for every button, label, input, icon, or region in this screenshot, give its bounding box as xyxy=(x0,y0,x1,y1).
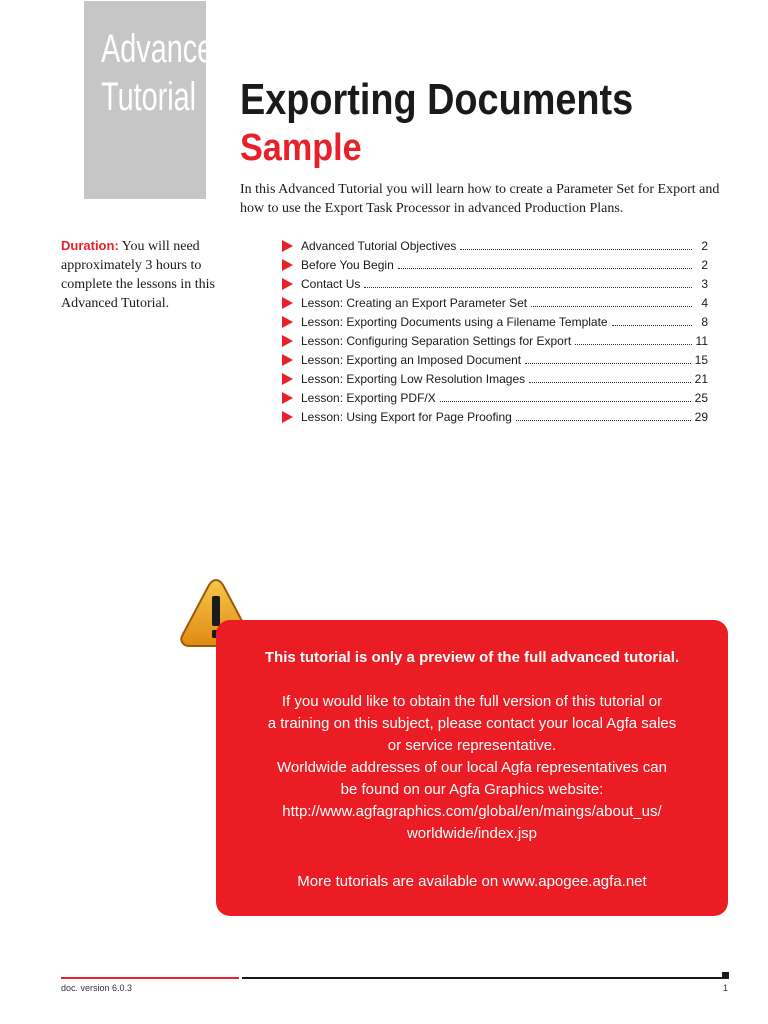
toc-item-page: 4 xyxy=(701,295,708,310)
page-subtitle: Sample xyxy=(240,127,362,169)
notice-link[interactable]: worldwide/index.jsp xyxy=(406,825,538,842)
notice-line: be found on our Agfa Graphics website: xyxy=(340,781,604,798)
duration-note xyxy=(61,236,231,313)
toc-item-page: 15 xyxy=(694,352,708,367)
notice-line: Worldwide addresses of our local Agfa representatives can xyxy=(277,759,667,776)
tutorial-banner xyxy=(84,1,230,199)
toc-item-label: Lesson: Using Export for Page Proofing xyxy=(301,409,512,424)
toc-item-label: Lesson: Exporting PDF/X xyxy=(301,390,436,405)
banner-line-2: Tutorial xyxy=(101,75,197,119)
toc-item[interactable] xyxy=(282,293,708,312)
toc-item[interactable] xyxy=(282,312,708,331)
notice-line: a training on this subject, please contact your local Agfa sales xyxy=(267,715,677,732)
toc-item[interactable] xyxy=(282,331,708,350)
toc-item-page: 29 xyxy=(694,409,708,424)
duration-label: Duration: xyxy=(61,238,119,253)
bullet-arrow-icon xyxy=(282,297,293,309)
toc-item[interactable] xyxy=(282,407,708,426)
toc-leader xyxy=(612,315,692,326)
intro-paragraph: In this Advanced Tutorial you will learn how to create a Parameter Set for Export and how to use the Export Task Processor in advanced Production Plans. xyxy=(240,182,720,216)
toc-item-label: Lesson: Configuring Separation Settings for Export xyxy=(301,333,572,348)
toc-item-label: Lesson: Exporting an Imposed Document xyxy=(301,352,522,367)
toc-leader xyxy=(529,372,691,383)
bullet-arrow-icon xyxy=(282,373,293,385)
banner-line-1: Advanced xyxy=(101,27,230,71)
toc-item-page: 21 xyxy=(694,371,708,386)
toc-item-label: Lesson: Exporting Low Resolution Images xyxy=(301,371,526,386)
toc-leader xyxy=(516,410,691,421)
toc-item-label: Advanced Tutorial Objectives xyxy=(301,238,457,253)
toc-leader xyxy=(531,296,692,307)
bullet-arrow-icon xyxy=(282,316,293,328)
toc-item-page: 25 xyxy=(694,390,708,405)
notice-more: More tutorials are available on www.apogee.agfa.net xyxy=(297,873,647,890)
bullet-arrow-icon xyxy=(282,278,293,290)
toc-item[interactable] xyxy=(282,388,708,407)
toc-item-page: 2 xyxy=(701,257,708,272)
bullet-arrow-icon xyxy=(282,354,293,366)
toc-item-label: Lesson: Creating an Export Parameter Set xyxy=(301,295,528,310)
toc-leader xyxy=(440,391,691,402)
toc-item-label: Lesson: Exporting Documents using a Filename Template xyxy=(301,314,608,329)
table-of-contents xyxy=(282,236,708,426)
toc-item-page: 11 xyxy=(695,333,708,348)
toc-item[interactable] xyxy=(282,350,708,369)
duration-text: You will need approximately 3 hours to complete the lessons in this Advanced Tutorial. xyxy=(61,239,215,311)
toc-leader xyxy=(460,239,692,250)
notice-body xyxy=(216,691,728,845)
toc-item-label: Before You Begin xyxy=(301,257,394,272)
notice-line: or service representative. xyxy=(387,737,557,754)
toc-item[interactable] xyxy=(282,274,708,293)
preview-notice xyxy=(216,620,728,916)
bullet-arrow-icon xyxy=(282,240,293,252)
bullet-arrow-icon xyxy=(282,335,293,347)
footer-version: doc. version 6.0.3 xyxy=(61,983,133,993)
toc-leader xyxy=(525,353,691,364)
footer-rule xyxy=(242,977,724,979)
toc-item[interactable] xyxy=(282,236,708,255)
bullet-arrow-icon xyxy=(282,392,293,404)
footer-marker xyxy=(722,972,729,979)
toc-item-label: Contact Us xyxy=(301,276,361,291)
toc-leader xyxy=(364,277,692,288)
toc-item[interactable] xyxy=(282,255,708,274)
toc-item-page: 3 xyxy=(701,276,708,291)
bullet-arrow-icon xyxy=(282,411,293,423)
notice-line: If you would like to obtain the full version of this tutorial or xyxy=(281,693,663,710)
bullet-arrow-icon xyxy=(282,259,293,271)
toc-item[interactable] xyxy=(282,369,708,388)
toc-item-page: 8 xyxy=(701,314,708,329)
footer-page-number: 1 xyxy=(722,983,728,993)
footer-rule-accent xyxy=(61,977,239,979)
toc-item-page: 2 xyxy=(701,238,708,253)
toc-leader xyxy=(575,334,691,345)
notice-lead: This tutorial is only a preview of the full advanced tutorial. xyxy=(264,649,680,666)
page-title: Exporting Documents xyxy=(240,75,634,124)
notice-link[interactable]: http://www.agfagraphics.com/global/en/maings/about_us/ xyxy=(282,803,662,820)
toc-leader xyxy=(398,258,692,269)
